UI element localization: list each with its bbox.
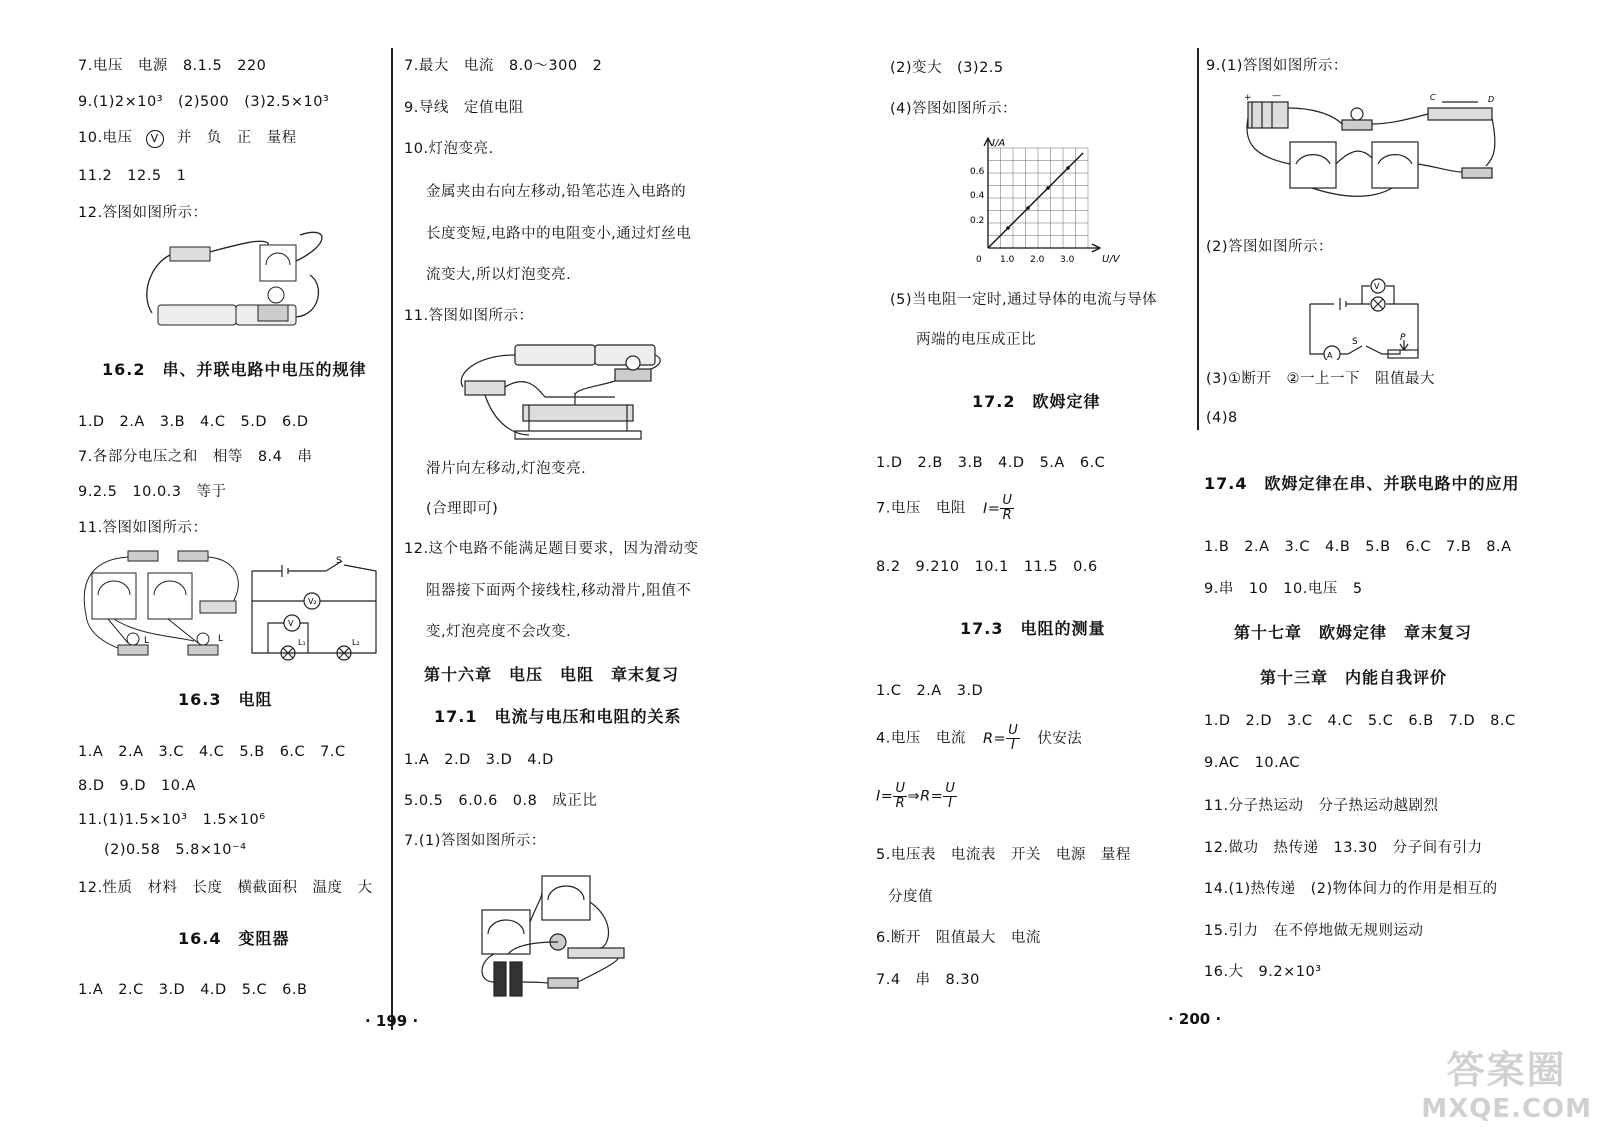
answer-line: 11.2 12.5 1 xyxy=(78,168,187,184)
fraction-denominator: R xyxy=(1002,508,1013,523)
svg-text:C: C xyxy=(1430,93,1436,102)
answer-line: (4)答图如图所示： xyxy=(890,101,1018,117)
circuit-schematic-17-3-9 xyxy=(1304,274,1428,360)
circuit-diagram-12 xyxy=(140,225,340,337)
answer-line: 12.这个电路不能满足题目要求，因为滑动变 xyxy=(404,541,699,557)
formula-fraction xyxy=(1006,724,1020,753)
graph-y-tick: 0.6 xyxy=(970,167,985,177)
answer-line: 6.断开 阻值最大 电流 xyxy=(876,930,1041,946)
svg-text:L₁: L₁ xyxy=(298,638,306,647)
answer-line: 14.(1)热传递 (2)物体间力的作用是相互的 xyxy=(1204,881,1498,897)
page-number: · 199 · xyxy=(365,1012,419,1030)
answer-line: 7.4 串 8.30 xyxy=(876,972,980,988)
answer-line: 1.C 2.A 3.D xyxy=(876,683,984,699)
answer-line: 11.分子热运动 分子热运动越剧烈 xyxy=(1204,798,1439,814)
formula-mid: ⇒R= xyxy=(907,788,944,805)
graph-y-tick: 0.4 xyxy=(970,191,985,201)
svg-text:S: S xyxy=(1352,337,1358,347)
circuit-diagram-17-3-9-physical xyxy=(1242,88,1498,200)
voltmeter-symbol: V xyxy=(146,130,164,148)
answer-line: 7.各部分电压之和 相等 8.4 串 xyxy=(78,449,313,465)
svg-text:V: V xyxy=(1374,282,1380,291)
graph-x-tick: 2.0 xyxy=(1030,255,1045,265)
section-heading: 17.4 欧姆定律在串、并联电路中的应用 xyxy=(1204,474,1520,493)
answer-line: 1.B 2.A 3.C 4.B 5.B 6.C 7.B 8.A xyxy=(1204,539,1512,555)
section-heading: 第十六章 电压 电阻 章末复习 xyxy=(424,665,680,684)
section-heading: 第十七章 欧姆定律 章末复习 xyxy=(1234,623,1473,642)
answer-line: 9.(1)2×10³ (2)500 (3)2.5×10³ xyxy=(78,94,330,110)
svg-text:A: A xyxy=(1327,351,1333,360)
answer-line: 1.D 2.D 3.C 4.C 5.C 6.B 7.D 8.C xyxy=(1204,713,1516,729)
section-heading: 17.3 电阻的测量 xyxy=(960,619,1106,638)
formula-lhs: R= xyxy=(982,730,1007,747)
answer-line: (4)8 xyxy=(1206,410,1238,426)
graph-point xyxy=(1026,206,1030,210)
answer-line: 1.A 2.A 3.C 4.C 5.B 6.C 7.C xyxy=(78,744,346,760)
answer-text: 4.电压 电流 xyxy=(876,730,966,747)
current-voltage-graph xyxy=(970,132,1160,272)
answer-line: 两端的电压成正比 xyxy=(916,332,1036,348)
watermark-url: MXQE.COM xyxy=(1421,1094,1592,1124)
svg-text:D: D xyxy=(1488,95,1495,104)
graph-x-tick: 1.0 xyxy=(1000,255,1015,265)
watermark-text: 答案圈 xyxy=(1446,1048,1567,1092)
graph-origin: 0 xyxy=(976,255,982,265)
answer-line: 9.串 10 10.电压 5 xyxy=(1204,581,1363,597)
graph-point xyxy=(1066,166,1070,170)
answer-line: 阻器接下面两个接线柱,移动滑片,阻值不 xyxy=(426,583,692,599)
formula-lhs: I= xyxy=(982,500,1001,517)
svg-text:S: S xyxy=(336,556,342,566)
answer-line: 长度变短,电路中的电阻变小,通过灯丝电 xyxy=(426,226,692,242)
answer-line: 8.2 9.210 10.1 11.5 0.6 xyxy=(876,559,1098,575)
answer-line: (5)当电阻一定时,通过导体的电流与导体 xyxy=(890,292,1158,308)
rheostat-circuit-diagram xyxy=(455,335,670,447)
answer-line: 10.灯泡变亮. xyxy=(404,141,494,157)
graph-y-label: I/A xyxy=(992,138,1006,149)
fraction-numerator: U xyxy=(1008,723,1019,738)
answer-line: 15.引力 在不停地做无规则运动 xyxy=(1204,923,1424,939)
answer-line: 5.电压表 电流表 开关 电源 量程 xyxy=(876,847,1131,863)
answer-line: 11.答图如图所示： xyxy=(78,520,208,536)
column-divider xyxy=(391,48,393,1030)
answer-line: 11.答图如图所示： xyxy=(404,308,534,324)
svg-text:L₂: L₂ xyxy=(352,638,360,647)
svg-text:V: V xyxy=(288,619,294,628)
circuit-schematic-16-2-11 xyxy=(248,553,383,661)
formula-line xyxy=(876,782,957,811)
page-number: · 200 · xyxy=(1168,1010,1222,1028)
watermark-logo xyxy=(1421,1039,1592,1124)
answer-text: 10.电压 xyxy=(78,130,133,146)
section-heading: 17.2 欧姆定律 xyxy=(972,392,1101,411)
section-heading: 16.2 串、并联电路中电压的规律 xyxy=(102,360,367,379)
formula-lhs: I= xyxy=(876,788,894,805)
column-divider xyxy=(1197,48,1199,430)
graph-x-tick: 3.0 xyxy=(1060,255,1075,265)
section-heading: 第十三章 内能自我评价 xyxy=(1260,668,1448,687)
answer-line: 1.D 2.A 3.B 4.C 5.D 6.D xyxy=(78,414,309,430)
answer-line: (合理即可) xyxy=(426,501,499,517)
fraction-numerator: U xyxy=(895,781,906,796)
answer-line: (2)答图如图所示： xyxy=(1206,239,1334,255)
right-page xyxy=(800,0,1600,1130)
svg-text:P: P xyxy=(1400,333,1406,343)
answer-line: (2)变大 (3)2.5 xyxy=(890,60,1004,76)
circuit-diagram-16-2-11-physical xyxy=(78,545,248,665)
svg-text:V₂: V₂ xyxy=(308,597,317,606)
section-heading: 17.1 电流与电压和电阻的关系 xyxy=(434,707,682,726)
answer-line: 12.性质 材料 长度 横截面积 温度 大 xyxy=(78,880,373,896)
fraction-denominator: I xyxy=(948,796,953,811)
answer-line: 9.导线 定值电阻 xyxy=(404,100,524,116)
answer-line: 7.电压 电源 8.1.5 220 xyxy=(78,58,267,74)
answer-line: 12.做功 热传递 13.30 分子间有引力 xyxy=(1204,840,1483,856)
svg-text:+: + xyxy=(1244,93,1252,103)
answer-line xyxy=(876,494,1014,523)
answer-line: 12.答图如图所示： xyxy=(78,205,208,221)
graph-y-tick: 0.2 xyxy=(970,216,985,226)
svg-text:L: L xyxy=(144,636,150,646)
answer-line: 11.(1)1.5×10³ 1.5×10⁶ xyxy=(78,812,266,828)
answer-line xyxy=(876,724,1082,753)
answer-line: (3)①断开 ②一上一下 阻值最大 xyxy=(1206,371,1436,387)
answer-line: 7.(1)答图如图所示： xyxy=(404,833,546,849)
answer-line: 7.最大 电流 8.0～300 2 xyxy=(404,58,603,74)
graph-x-label: U/V xyxy=(1102,254,1120,265)
answer-line: 16.大 9.2×10³ xyxy=(1204,964,1322,980)
fraction-denominator: R xyxy=(895,796,906,811)
answer-line: 9.(1)答图如图所示： xyxy=(1206,58,1348,74)
formula-fraction xyxy=(943,782,957,811)
answer-text: 伏安法 xyxy=(1037,730,1083,747)
meters-circuit-diagram xyxy=(468,862,628,1002)
section-heading: 16.3 电阻 xyxy=(178,690,273,709)
formula-fraction xyxy=(1000,494,1014,523)
fraction-numerator: U xyxy=(945,781,956,796)
answer-line: 5.0.5 6.0.6 0.8 成正比 xyxy=(404,793,598,809)
fraction-denominator: I xyxy=(1011,738,1016,753)
answer-line: 1.A 2.D 3.D 4.D xyxy=(404,752,554,768)
answer-text: 7.电压 电阻 xyxy=(876,500,966,517)
answer-line: 滑片向左移动,灯泡变亮. xyxy=(426,461,587,477)
answer-line: 金属夹由右向左移动,铅笔芯连入电路的 xyxy=(426,184,687,200)
svg-text:—: — xyxy=(1272,91,1281,101)
answer-line: 8.D 9.D 10.A xyxy=(78,778,196,794)
answer-text: 并 负 正 量程 xyxy=(176,130,297,146)
graph-point xyxy=(1006,226,1010,230)
answer-line: 9.2.5 10.0.3 等于 xyxy=(78,484,227,500)
answer-line: 9.AC 10.AC xyxy=(1204,755,1300,771)
answer-line: 变,灯泡亮度不会改变. xyxy=(426,624,572,640)
section-heading: 16.4 变阻器 xyxy=(178,929,290,948)
answer-line: 1.D 2.B 3.B 4.D 5.A 6.C xyxy=(876,455,1106,471)
graph-point xyxy=(1046,186,1050,190)
answer-line: 1.A 2.C 3.D 4.D 5.C 6.B xyxy=(78,982,308,998)
formula-fraction xyxy=(893,782,907,811)
answer-line: 分度值 xyxy=(888,889,933,905)
answer-line xyxy=(78,126,297,148)
fraction-numerator: U xyxy=(1002,493,1013,508)
answer-line: (2)0.58 5.8×10⁻⁴ xyxy=(104,842,247,858)
svg-text:L: L xyxy=(218,634,224,644)
answer-line: 流变大,所以灯泡变亮. xyxy=(426,267,572,283)
